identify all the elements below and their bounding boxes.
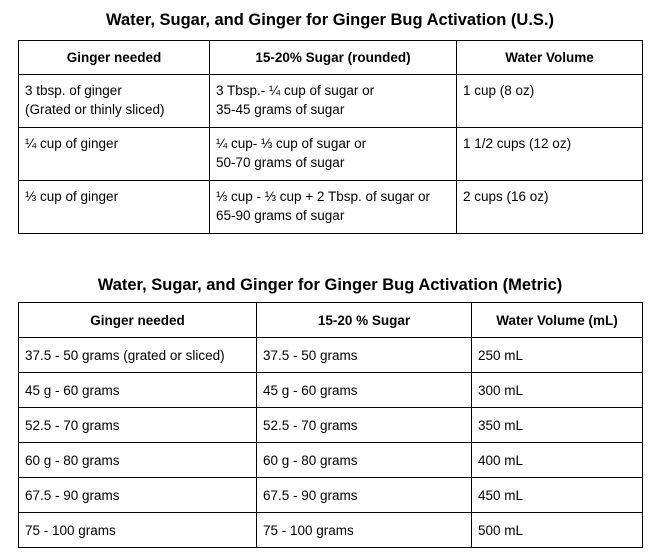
water-cell: 1 1/2 cups (12 oz) [457,128,643,181]
header-water-volume: Water Volume [457,41,643,75]
table-row [19,181,643,234]
water-cell: 450 mL [472,478,643,513]
sugar-cell: 3 Tbsp.- ¼ cup of sugar or 35-45 grams of sugar [210,75,457,128]
sugar-cell: 45 g - 60 grams [257,373,472,408]
table-row [19,408,643,443]
us-table-title: Water, Sugar, and Ginger for Ginger Bug Activation (U.S.) [106,11,554,29]
header-ginger-needed: Ginger needed [19,303,257,338]
ginger-cell: 52.5 - 70 grams [19,408,257,443]
water-cell: 2 cups (16 oz) [457,181,643,234]
header-sugar: 15-20% Sugar (rounded) [210,41,457,75]
table-header-row [19,41,643,75]
table-row [19,75,643,128]
table-row [19,373,643,408]
ginger-cell: ¼ cup of ginger [19,128,210,181]
metric-conversion-table [18,302,643,548]
ginger-cell: 45 g - 60 grams [19,373,257,408]
ginger-cell: 67.5 - 90 grams [19,478,257,513]
table-row [19,128,643,181]
water-cell: 350 mL [472,408,643,443]
sugar-cell: 52.5 - 70 grams [257,408,472,443]
ginger-cell: ⅓ cup of ginger [19,181,210,234]
metric-table-title: Water, Sugar, and Ginger for Ginger Bug Activation (Metric) [97,276,563,294]
table-row [19,338,643,373]
ginger-cell: 37.5 - 50 grams (grated or sliced) [19,338,257,373]
sugar-cell: 75 - 100 grams [257,513,472,548]
header-water-volume: Water Volume (mL) [472,303,643,338]
table-row [19,513,643,548]
water-cell: 300 mL [472,373,643,408]
sugar-cell: ⅓ cup - ⅓ cup + 2 Tbsp. of sugar or 65-90 grams of sugar [210,181,457,234]
water-cell: 250 mL [472,338,643,373]
us-conversion-table [18,40,643,234]
sugar-cell: 60 g - 80 grams [257,443,472,478]
ginger-cell: 60 g - 80 grams [19,443,257,478]
table-header-row [19,303,643,338]
table-row [19,443,643,478]
water-cell: 500 mL [472,513,643,548]
water-cell: 1 cup (8 oz) [457,75,643,128]
header-ginger-needed: Ginger needed [19,41,210,75]
water-cell: 400 mL [472,443,643,478]
sugar-cell: 67.5 - 90 grams [257,478,472,513]
sugar-cell: ¼ cup- ⅓ cup of sugar or 50-70 grams of sugar [210,128,457,181]
table-row [19,478,643,513]
header-sugar: 15-20 % Sugar [257,303,472,338]
sugar-cell: 37.5 - 50 grams [257,338,472,373]
ginger-cell: 75 - 100 grams [19,513,257,548]
ginger-cell: 3 tbsp. of ginger (Grated or thinly sliced) [19,75,210,128]
